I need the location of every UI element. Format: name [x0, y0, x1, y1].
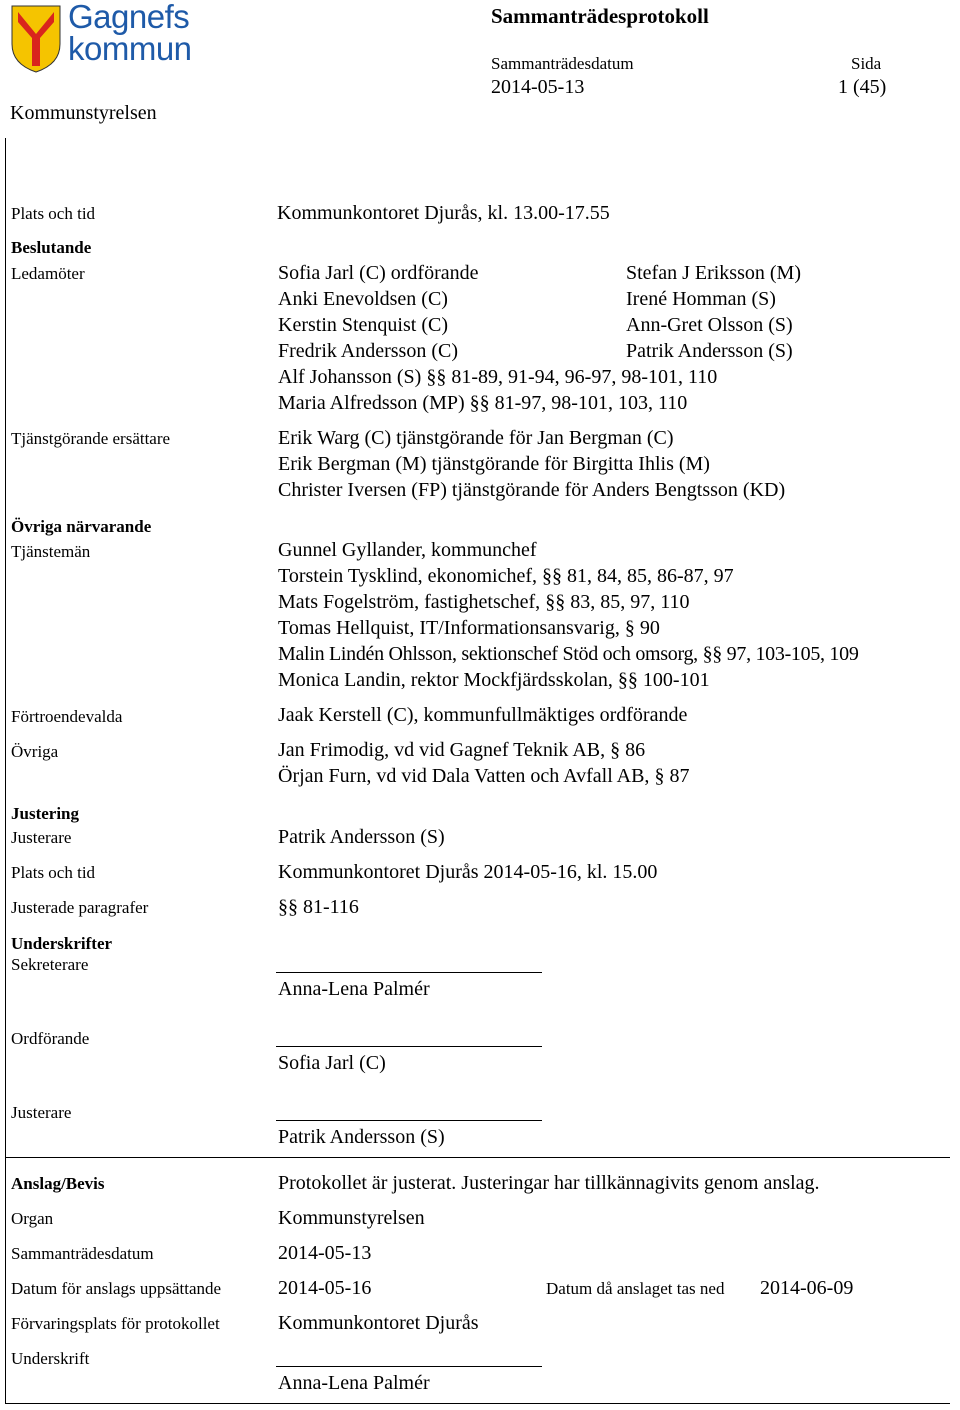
chair-name: Sofia Jarl (C) — [278, 1052, 386, 1074]
secretary-label: Sekreterare — [11, 955, 89, 974]
signature-name: Anna-Lena Palmér — [278, 1372, 430, 1394]
official-entry — [278, 617, 660, 640]
meeting-date-label: Sammanträdesdatum — [491, 54, 634, 73]
official-entry — [278, 565, 734, 588]
signature-line — [276, 1366, 542, 1367]
elected-officials-label: Förtroendevalda — [11, 707, 123, 726]
anslag-meeting-date-value: 2014-05-13 — [278, 1242, 372, 1264]
secretary-name: Anna-Lena Palmér — [278, 978, 430, 1000]
adjusted-paragraphs-label: Justerade paragrafer — [11, 898, 149, 917]
official-paragraphs: 81, 84, 85, 86-87, 97 — [567, 565, 734, 587]
section-sign-icon: §§ — [469, 392, 490, 414]
signature-label: Underskrift — [11, 1349, 90, 1368]
partial-member-name: Maria Alfredsson (MP) — [278, 392, 465, 414]
section-sign-icon: § — [610, 739, 621, 761]
signature-adjuster-name: Patrik Andersson (S) — [278, 1126, 445, 1148]
chair-label: Ordförande — [11, 1029, 90, 1048]
section-sign-icon: §§ — [545, 591, 566, 613]
other-text: Jan Frimodig, vd vid Gagnef Teknik AB, — [278, 739, 606, 761]
section-anslag: Anslag/Bevis — [11, 1174, 105, 1193]
elected-official-entry: Jaak Kerstell (C), kommunfullmäktiges ordförande — [278, 704, 688, 726]
removal-date-label: Datum då anslaget tas ned — [546, 1279, 725, 1298]
section-sign-icon: §§ — [426, 366, 447, 388]
official-paragraphs: 83, 85, 97, 110 — [570, 591, 690, 613]
section-sign-icon: §§ — [617, 669, 638, 691]
official-entry — [278, 643, 859, 666]
member-right: Stefan J Eriksson (M) — [626, 262, 801, 284]
other-text: Örjan Furn, vd vid Dala Vatten och Avfall AB, — [278, 765, 650, 787]
section-others-present: Övriga närvarande — [11, 517, 152, 536]
place-time-label: Plats och tid — [11, 204, 96, 223]
partial-member — [278, 392, 687, 415]
posting-date-value: 2014-05-16 — [278, 1277, 372, 1299]
logo-name-line2: kommun — [68, 30, 192, 67]
official-text: Malin Lindén Ohlsson, sektionschef Stöd och omsorg, — [278, 643, 698, 665]
adjuster-label: Justerare — [11, 828, 72, 847]
member-right: Patrik Andersson (S) — [626, 340, 793, 362]
partial-member-paragraphs: 81-89, 91-94, 96-97, 98-101, 110 — [451, 366, 718, 388]
logo-name-line1: Gagnefs — [68, 0, 190, 35]
others-label: Övriga — [11, 742, 59, 761]
signature-line — [276, 1046, 542, 1047]
signature-line — [276, 972, 542, 973]
section-justering: Justering — [11, 804, 79, 823]
members-label: Ledamöter — [11, 264, 85, 283]
member-left: Kerstin Stenquist (C) — [278, 314, 448, 336]
section-sign-icon: § — [654, 765, 665, 787]
other-paragraphs: 86 — [625, 739, 646, 761]
removal-date-value: 2014-06-09 — [760, 1277, 854, 1299]
official-text: Torstein Tysklind, ekonomichef, — [278, 565, 538, 587]
organ-name: Kommunstyrelsen — [10, 102, 157, 124]
section-sign-icon: §§ — [542, 565, 563, 587]
section-underskrifter: Underskrifter — [11, 934, 113, 953]
divider — [5, 1157, 950, 1158]
officials-label: Tjänstemän — [11, 542, 91, 561]
municipality-logo — [10, 0, 192, 79]
official-entry — [278, 539, 537, 562]
adjusted-paragraphs — [278, 896, 359, 919]
posting-date-label: Datum för anslags uppsättande — [11, 1279, 222, 1298]
section-beslutande: Beslutande — [11, 238, 92, 257]
official-paragraphs: 90 — [639, 617, 660, 639]
section-sign-icon: §§ — [278, 896, 298, 918]
partial-member — [278, 366, 717, 389]
substitute-entry: Erik Bergman (M) tjänstgörande för Birgitta Ihlis (M) — [278, 453, 710, 475]
adjust-place-time-label: Plats och tid — [11, 863, 96, 882]
anslag-meeting-date-label: Sammanträdesdatum — [11, 1244, 154, 1263]
substitutes-label: Tjänstgörande ersättare — [11, 429, 171, 448]
coat-of-arms-icon — [10, 4, 62, 74]
anslag-statement: Protokollet är justerat. Justeringar har tillkännagivits genom anslag. — [278, 1172, 820, 1194]
storage-place-value: Kommunkontoret Djurås — [278, 1312, 479, 1334]
official-paragraphs: 97, 103-105, 109 — [726, 643, 859, 665]
place-time-value: Kommunkontoret Djurås, kl. 13.00-17.55 — [277, 202, 610, 224]
other-entry — [278, 739, 645, 762]
member-right: Ann-Gret Olsson (S) — [626, 314, 793, 336]
document-title: Sammanträdesprotokoll — [491, 4, 709, 28]
official-entry — [278, 669, 710, 692]
section-sign-icon: § — [624, 617, 635, 639]
anslag-organ-value: Kommunstyrelsen — [278, 1207, 425, 1229]
official-entry — [278, 591, 689, 614]
other-entry — [278, 765, 689, 788]
adjuster-name: Patrik Andersson (S) — [278, 826, 445, 848]
frame-bottom-border — [5, 1403, 950, 1404]
adjust-place-time-value: Kommunkontoret Djurås 2014-05-16, kl. 15.00 — [278, 861, 658, 883]
partial-member-name: Alf Johansson (S) — [278, 366, 422, 388]
page-label: Sida — [851, 54, 882, 73]
substitute-entry: Christer Iversen (FP) tjänstgörande för Anders Bengtsson (KD) — [278, 479, 786, 501]
frame-left-border — [5, 138, 6, 1404]
official-text: Mats Fogelström, fastighetschef, — [278, 591, 541, 613]
official-text: Monica Landin, rektor Mockfjärdsskolan, — [278, 669, 613, 691]
signature-adjuster-label: Justerare — [11, 1103, 72, 1122]
official-paragraphs: 100-101 — [642, 669, 710, 691]
official-text: Gunnel Gyllander, kommunchef — [278, 539, 537, 561]
member-left: Sofia Jarl (C) ordförande — [278, 262, 479, 284]
substitute-entry: Erik Warg (C) tjänstgörande för Jan Bergman (C) — [278, 427, 674, 449]
page-number: 1 (45) — [838, 76, 887, 98]
member-left: Anki Enevoldsen (C) — [278, 288, 448, 310]
meeting-date-value: 2014-05-13 — [491, 76, 585, 98]
other-paragraphs: 87 — [669, 765, 690, 787]
anslag-organ-label: Organ — [11, 1209, 54, 1228]
member-right: Irené Homman (S) — [626, 288, 776, 310]
official-text: Tomas Hellquist, IT/Informationsansvarig, — [278, 617, 620, 639]
member-left: Fredrik Andersson (C) — [278, 340, 458, 362]
signature-line — [276, 1120, 542, 1121]
section-sign-icon: §§ — [702, 643, 722, 665]
partial-member-paragraphs: 81-97, 98-101, 103, 110 — [494, 392, 688, 414]
adjusted-paragraphs-value: 81-116 — [303, 896, 359, 918]
storage-place-label: Förvaringsplats för protokollet — [11, 1314, 220, 1333]
